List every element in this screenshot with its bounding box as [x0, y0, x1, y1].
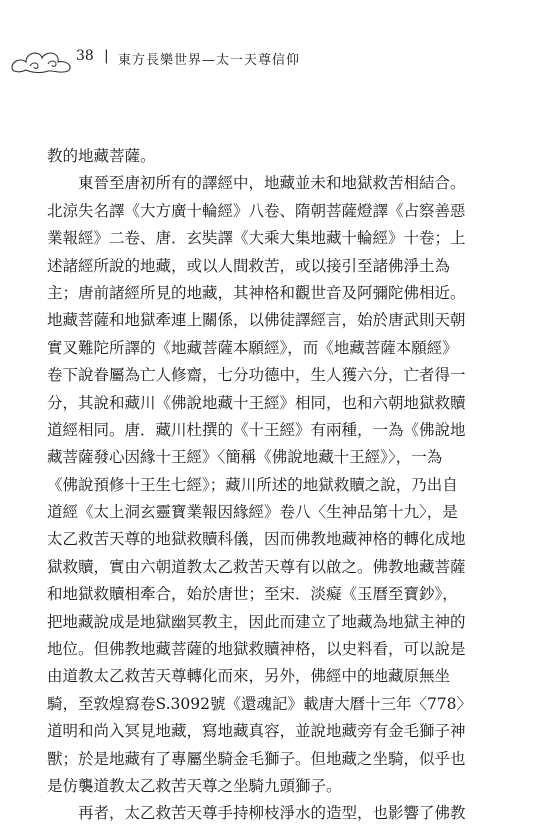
text-line: 獄救贖，實由六朝道教太乙救苦天尊有以啟之。佛教地藏菩薩: [47, 557, 466, 576]
body-text: [47, 143, 517, 828]
text-line: 分，其說和藏川《佛說地藏十王經》相同，也和六朝地獄救贖: [47, 393, 466, 412]
book-title: 東方長樂世界—太一天尊信仰: [118, 53, 301, 68]
text-line: 述諸經所說的地藏，或以人間救苦，或以接引至諸佛淨土為: [47, 256, 451, 275]
text-line: 是仿襲道教太乙救苦天尊之坐騎九頭獅子。: [47, 776, 342, 795]
text-line: 由道教太乙救苦天尊轉化而來，另外，佛經中的地藏原無坐: [47, 667, 451, 686]
header-separator: |: [104, 48, 109, 64]
text-line: 和地獄救贖相牽合，始於唐世；至宋．淡癡《玉曆至寶鈔》，: [47, 585, 458, 604]
text-line: 業報經》二卷、唐．玄奘譯《大乘大集地藏十輪經》十卷；上: [47, 229, 466, 248]
text-line: 主；唐前諸經所見的地藏，其神格和觀世音及阿彌陀佛相近。: [47, 283, 466, 302]
text-line: 把地藏說成是地獄幽冥教主，因此而建立了地藏為地獄主神的: [47, 612, 466, 631]
text-line: 騎，至敦煌寫卷S.3092號《還魂記》載唐大曆十三年〈778〉: [47, 694, 473, 713]
text-line: 北涼失名譯《大方廣十輪經》八卷、隋朝菩薩燈譯《占察善惡: [47, 201, 466, 220]
text-line: 道經《太上洞玄靈寶業報因緣經》卷八〈生神品第十九〉，是: [47, 503, 458, 522]
cloud-ornament-icon: [8, 40, 78, 80]
paragraph-first-line: 再者，太乙救苦天尊手持柳枝淨水的造型，也影響了佛教: [78, 804, 466, 823]
text-line: 道明和尚入冥見地藏，寫地藏真容，並說地藏旁有金毛獅子神: [47, 722, 466, 741]
running-header: [0, 40, 559, 80]
page-number: 38: [76, 48, 94, 64]
text-line: 道經相同。唐．藏川杜撰的《十王經》有兩種，一為《佛說地: [47, 420, 466, 439]
text-line: 《佛說預修十王生七經》；藏川所述的地獄救贖之說，乃出自: [47, 475, 458, 494]
text-line: 地位。但佛教地藏菩薩的地獄救贖神格，以史料看，可以說是: [47, 640, 466, 659]
text-line: 實叉難陀所譯的《地藏菩薩本願經》，而《地藏菩薩本願經》: [47, 338, 458, 357]
text-line: 太乙救苦天尊的地獄救贖科儀，因而佛教地藏神格的轉化成地: [47, 530, 466, 549]
text-line: 卷下說眷屬為亡人修齋，七分功德中，生人獲六分，亡者得一: [47, 366, 466, 385]
text-line: 地藏菩薩和地獄牽連上關係，以佛徒譯經言，始於唐武則天朝: [47, 311, 466, 330]
text-line: 獸；於是地藏有了專屬坐騎金毛獅子。但地藏之坐騎，似乎也: [47, 749, 466, 768]
paragraph-first-line: 東晉至唐初所有的譯經中，地藏並未和地獄救苦相結合。: [78, 174, 466, 193]
text-line: 教的地藏菩薩。: [47, 147, 156, 165]
text-line: 藏菩薩發心因緣十王經》〈簡稱《佛說地藏十王經》〉，一為: [47, 448, 443, 467]
